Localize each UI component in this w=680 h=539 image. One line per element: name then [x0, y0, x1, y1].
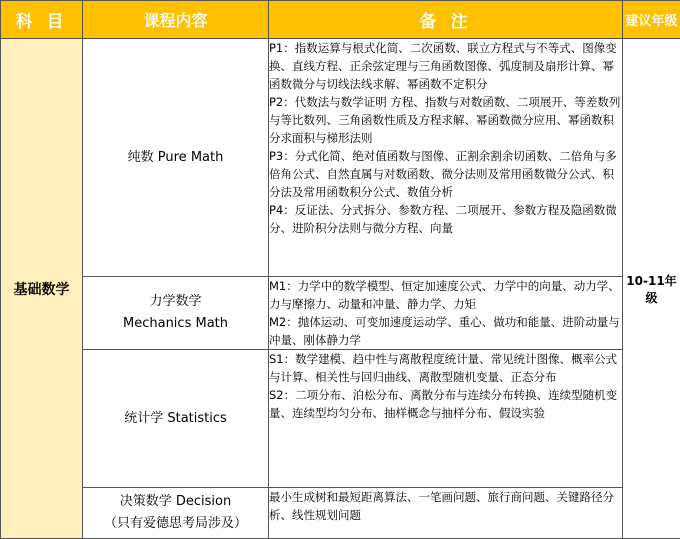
- course-name-line: 统计学 Statistics: [83, 408, 268, 430]
- course-name-line: 决策数学 Decision: [83, 491, 268, 513]
- course-notes-pure-math: [269, 39, 623, 277]
- course-name-pure-math: [83, 39, 269, 277]
- note-line: 最小生成树和最短距离算法、一笔画问题、旅行商问题、关键路径分析、线性规划问题: [269, 488, 622, 524]
- course-name-line: （只有爱德思考局涉及）: [83, 513, 268, 535]
- note-line: P3：分式化简、绝对值函数与图像、正割余割余切函数、二倍角与多倍角公式、自然直属与对数函数、微分法则及常用函数微分公式、积分法及常用函数积分公式、数值分析: [269, 147, 622, 201]
- header-content: 课程内容: [83, 1, 269, 39]
- header-row: [1, 1, 680, 39]
- header-notes: 备 注: [269, 1, 623, 39]
- course-name-line: 力学数学: [83, 291, 268, 313]
- subject-cell: 基础数学: [1, 39, 83, 539]
- header-subject: 科 目: [1, 1, 83, 39]
- note-line: P1：指数运算与根式化简、二次函数、联立方程式与不等式、图像变换、直线方程、正余弦定理与三角函数图像、弧度制及扇形计算、幂函数微分与切线法线求解、幂函数不定积分: [269, 39, 622, 93]
- course-name-mechanics: [83, 277, 269, 350]
- course-name-line: Mechanics Math: [83, 313, 268, 335]
- header-grade: 建议年级: [623, 1, 680, 39]
- course-name-line: 纯数 Pure Math: [83, 147, 268, 169]
- grade-cell: 10-11年级: [623, 39, 680, 539]
- table-row: [1, 39, 680, 277]
- note-line: P2：代数法与数学证明 方程、指数与对数函数、二项展开、等差数列与等比数列、三角函数性质及方程求解、幂函数微分应用、幂函数积分求面积与梯形法则: [269, 93, 622, 147]
- course-notes-mechanics: [269, 277, 623, 350]
- note-line: S1：数学建模、趋中性与离散程度统计量、常见统计图像、概率公式与计算、相关性与回归曲线、离散型随机变量、正态分布: [269, 350, 622, 386]
- note-line: M1：力学中的数学模型、恒定加速度公式、力学中的向量、动力学、力与摩擦力、动量和冲量、静力学、力矩: [269, 277, 622, 313]
- note-line: M2：抛体运动、可变加速度运动学、重心、做功和能量、进阶动量与冲量、刚体静力学: [269, 313, 622, 349]
- course-name-statistics: [83, 350, 269, 488]
- table-row: [1, 350, 680, 488]
- course-notes-decision: [269, 488, 623, 539]
- course-name-decision: [83, 488, 269, 539]
- table-row: [1, 488, 680, 539]
- note-line: P4：反证法、分式拆分、参数方程、二项展开、参数方程及隐函数微分、进阶积分法则与微分方程、向量: [269, 201, 622, 237]
- note-line: S2：二项分布、泊松分布、离散分布与连续分布转换、连续型随机变量、连续型均匀分布、抽样概念与抽样分布、假设实验: [269, 386, 622, 422]
- table-row: [1, 277, 680, 350]
- course-notes-statistics: [269, 350, 623, 488]
